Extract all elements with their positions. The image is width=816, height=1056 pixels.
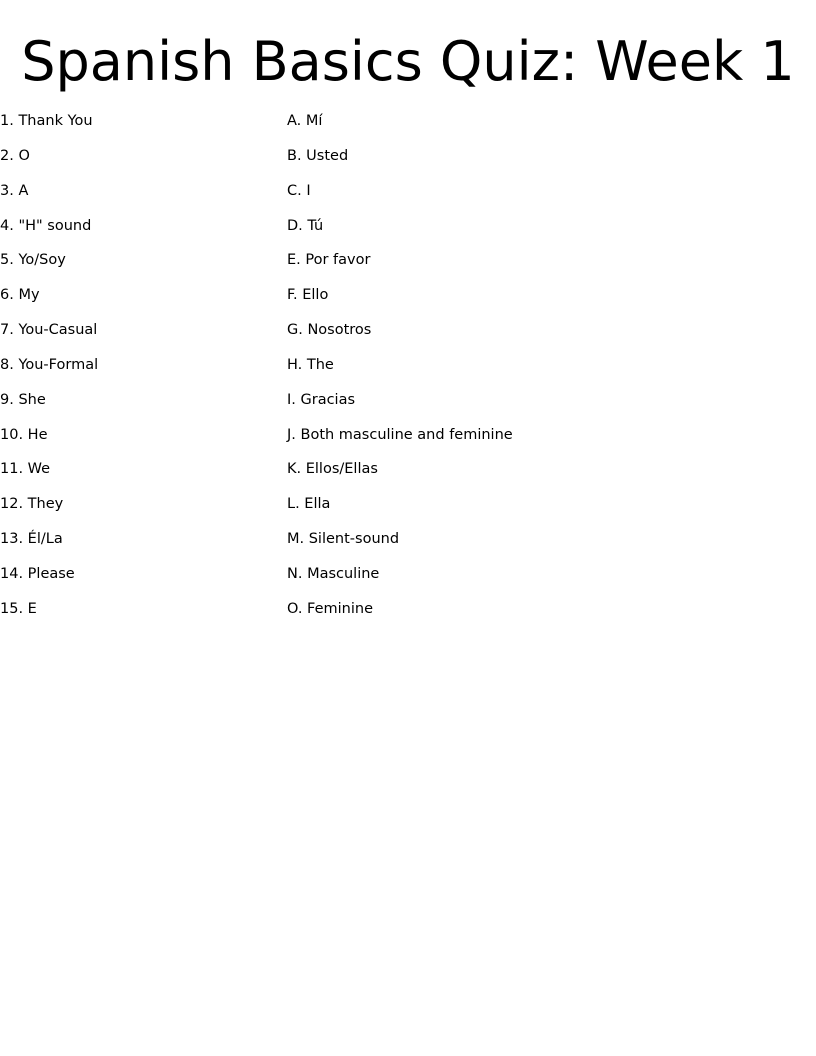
question-item: 13. Él/La (0, 531, 63, 548)
answer-item: D. Tú (287, 217, 324, 234)
answer-item: E. Por favor (287, 252, 371, 269)
answer-item: C. I (287, 182, 311, 199)
question-item: 2. O (0, 147, 30, 164)
answer-item: M. Silent-sound (287, 531, 400, 548)
answer-item: G. Nosotros (287, 322, 372, 339)
question-item: 10. He (0, 426, 48, 443)
answer-item: K. Ellos/Ellas (287, 461, 378, 478)
question-list (0, 111, 280, 634)
answer-item: L. Ella (287, 496, 331, 513)
question-item: 14. Please (0, 565, 75, 582)
answer-item: N. Masculine (287, 565, 380, 582)
answer-item: A. Mí (287, 113, 323, 129)
question-item: 8. You-Formal (0, 356, 99, 373)
answer-item: J. Both masculine and feminine (287, 426, 513, 443)
answer-item: F. Ello (287, 287, 329, 304)
question-item: 4. "H" sound (0, 217, 92, 234)
question-item: 5. Yo/Soy (0, 252, 66, 269)
question-item: 1. Thank You (0, 113, 93, 129)
answer-item: H. The (287, 356, 334, 373)
question-item: 9. She (0, 391, 46, 408)
answer-item: O. Feminine (287, 600, 373, 617)
page-title: Spanish Basics Quiz: Week 1 (21, 30, 795, 93)
answer-item: I. Gracias (287, 391, 356, 408)
question-item: 3. A (0, 182, 29, 199)
question-item: 6. My (0, 287, 40, 304)
answer-item: B. Usted (287, 147, 349, 164)
answer-list (287, 111, 707, 634)
question-item: 7. You-Casual (0, 322, 98, 339)
question-item: 11. We (0, 461, 51, 478)
question-item: 15. E (0, 600, 37, 617)
question-item: 12. They (0, 496, 64, 513)
